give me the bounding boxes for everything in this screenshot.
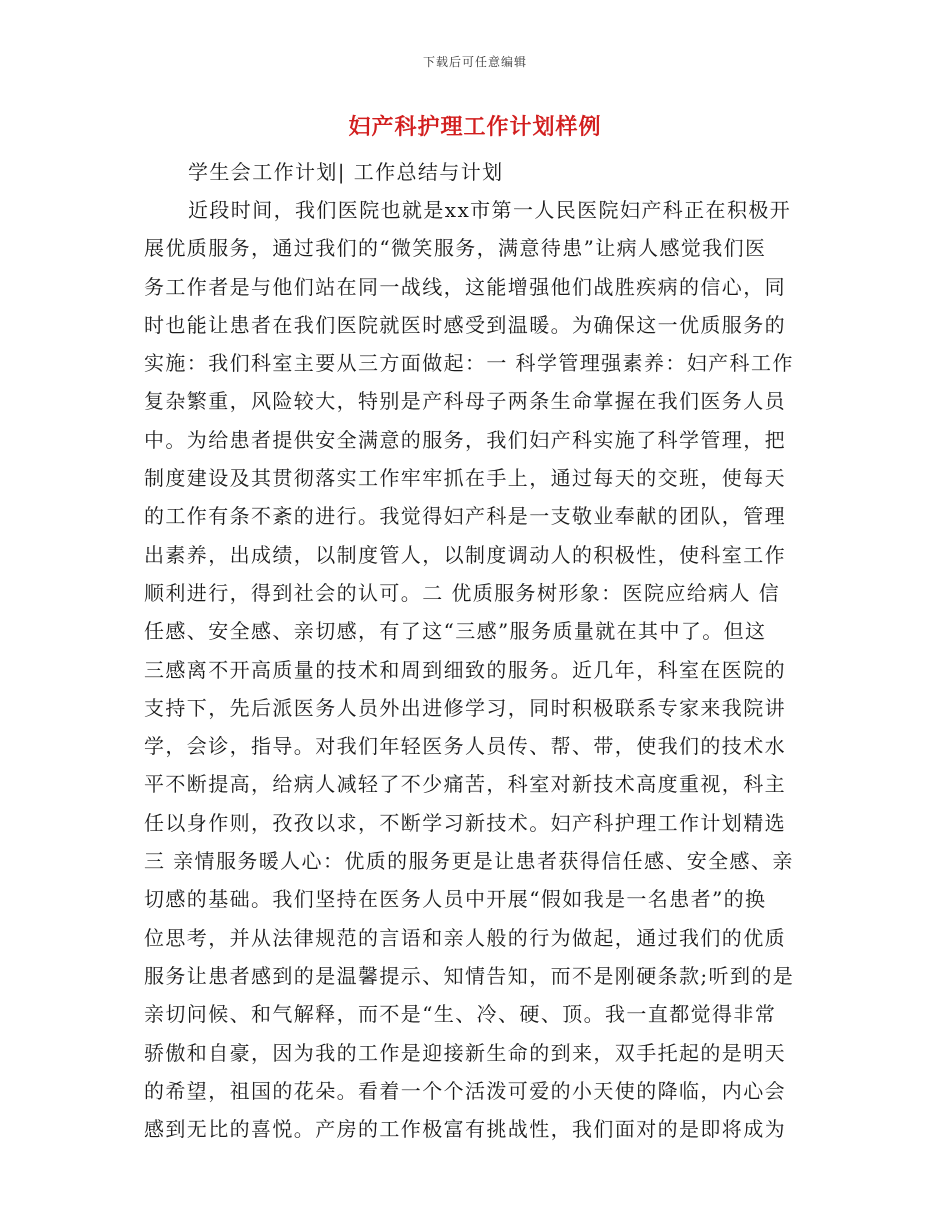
body-line: 平不断提高，给病人减轻了不少痛苦，科室对新技术高度重视，科主 [144, 772, 786, 797]
document-title: 妇产科护理工作计划样例 [348, 114, 602, 140]
body-line: 复杂繁重，风险较大，特别是产科母子两条生命掌握在我们医务人员 [144, 389, 786, 414]
body-line: 三感离不开高质量的技术和周到细致的服务。近几年，科室在医院的 [144, 657, 786, 682]
body-line: 切感的基础。我们坚持在医务人员中开展“假如我是一名患者”的换 [144, 887, 767, 912]
header-note: 下载后可任意编辑 [422, 55, 527, 69]
body-line: 时也能让患者在我们医院就医时感受到温暖。为确保这一优质服务的 [144, 312, 786, 337]
body-line: 感到无比的喜悦。产房的工作极富有挑战性，我们面对的是即将成为 [144, 1117, 786, 1142]
document-body [144, 153, 806, 1148]
body-line: 亲切问候、和气解释，而不是“生、冷、硬、顶。我一直都觉得非常 [144, 1002, 777, 1027]
body-line: 近段时间，我们医院也就是xx市第一人民医院妇产科正在积极开 [188, 198, 792, 222]
body-line: 顺利进行，得到社会的认可。二 优质服务树形象：医院应给病人 信 [144, 580, 781, 605]
document-subtitle: 学生会工作计划| 工作总结与计划 [188, 160, 504, 184]
body-line: 制度建设及其贯彻落实工作牢牢抓在手上，通过每天的交班，使每天 [144, 466, 786, 491]
body-line: 的工作有条不紊的进行。我觉得妇产科是一支敬业奉献的团队，管理 [144, 504, 786, 529]
body-line: 任以身作则，孜孜以求，不断学习新技术。妇产科护理工作计划精选 [144, 810, 786, 835]
body-line: 的希望，祖国的花朵。看着一个个活泼可爱的小天使的降临，内心会 [144, 1078, 786, 1103]
body-line: 务工作者是与他们站在同一战线，这能增强他们战胜疾病的信心，同 [144, 274, 786, 299]
body-line: 服务让患者感到的是温馨提示、知情告知，而不是刚硬条款;听到的是 [144, 963, 795, 988]
body-line: 出素养，出成绩，以制度管人，以制度调动人的积极性，使科室工作 [144, 542, 786, 567]
body-line: 学，会诊，指导。对我们年轻医务人员传、帮、带，使我们的技术水 [144, 734, 786, 759]
body-line: 位思考，并从法律规范的言语和亲人般的行为做起，通过我们的优质 [144, 925, 786, 950]
body-line: 实施：我们科室主要从三方面做起：一 科学管理强素养：妇产科工作 [144, 351, 794, 376]
body-line: 三 亲情服务暖人心：优质的服务更是让患者获得信任感、安全感、亲 [144, 849, 794, 874]
body-line: 任感、安全感、亲切感，有了这“三感”服务质量就在其中了。但这 [144, 619, 767, 644]
body-line: 支持下，先后派医务人员外出进修学习，同时积极联系专家来我院讲 [144, 695, 786, 720]
body-line: 中。为给患者提供安全满意的服务，我们妇产科实施了科学管理，把 [144, 427, 786, 452]
body-line: 骄傲和自豪，因为我的工作是迎接新生命的到来，双手托起的是明天 [144, 1040, 786, 1065]
body-line: 展优质服务，通过我们的“微笑服务，满意待患”让病人感觉我们医 [144, 236, 767, 261]
